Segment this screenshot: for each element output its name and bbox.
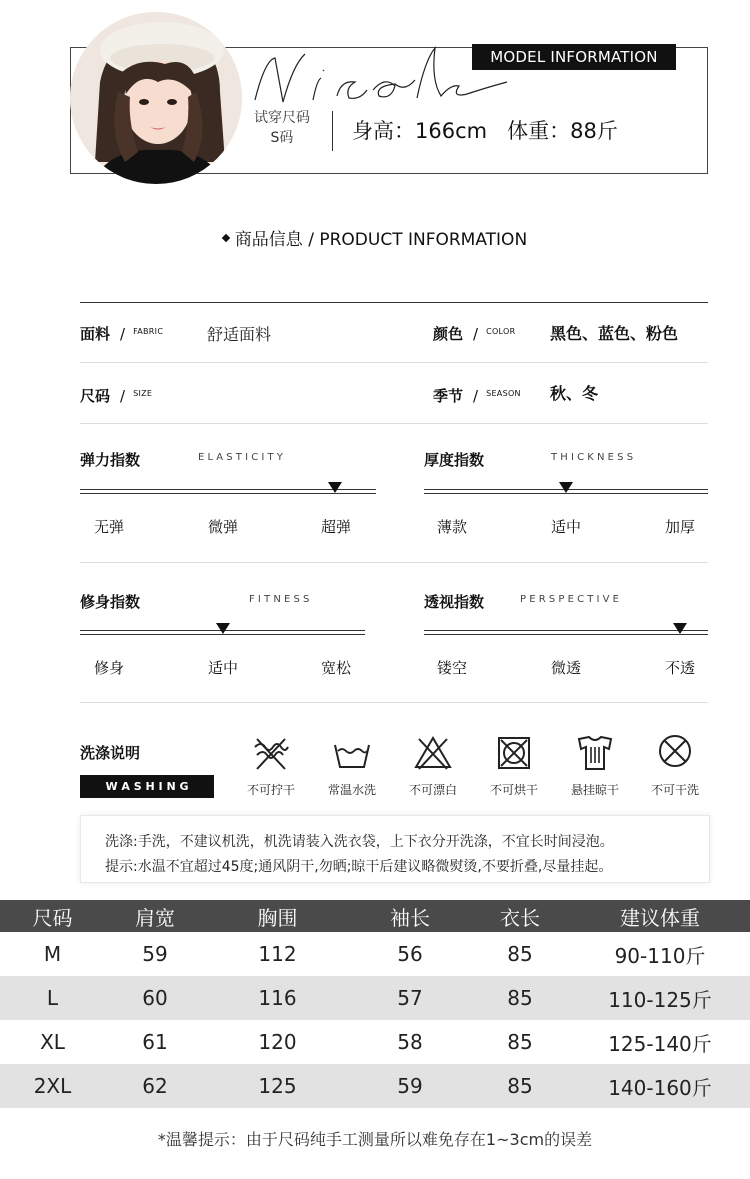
table-cell: M: [43, 942, 62, 966]
model-stats: 身高：166cm 体重：88斤: [352, 119, 618, 143]
index-subtitle: F I T N E S S: [249, 594, 310, 605]
index-subtitle: T H I C K N E S S: [551, 452, 634, 463]
measurement-footnote: *温馨提示：由于尺码纯手工测量所以难免存在1~3cm的误差: [157, 1130, 593, 1149]
diamond-icon: [222, 234, 230, 242]
table-row: [0, 932, 750, 976]
header-cell: 胸围: [257, 905, 298, 930]
table-row: [0, 1020, 750, 1064]
table-cell: 60: [142, 986, 168, 1010]
index-level: 适中: [207, 659, 238, 677]
wash-basin-icon: [332, 733, 372, 773]
try-size-label: 试穿尺码: [254, 110, 310, 126]
wash-caption: 悬挂晾干: [570, 783, 619, 797]
size-label-en: SIZE: [133, 389, 153, 398]
table-row: [0, 976, 750, 1020]
washing-title: 洗涤说明: [80, 744, 141, 762]
index-marker: [216, 623, 230, 634]
washing-note-line: 洗涤:手洗，不建议机洗，机洗请装入洗衣袋，上下衣分开洗涤，不宜长时间浸泡。: [105, 834, 614, 850]
no-tumble-dry-icon: [494, 733, 534, 773]
fabric-label: 面料 / $^{FABRIC}$: [80, 325, 164, 343]
wash-caption: 不可漂白: [408, 783, 457, 797]
product-info-title: [0, 225, 750, 250]
index-subtitle: P E R S P E C T I V E: [520, 594, 619, 605]
table-rule: [80, 562, 708, 563]
table-cell: 57: [397, 986, 423, 1010]
table-rule: [80, 362, 708, 363]
table-cell: 140-160斤: [608, 1075, 712, 1100]
table-cell: 120: [258, 1030, 297, 1054]
wash-caption: 常温水洗: [327, 783, 376, 797]
header-cell: 尺码: [32, 905, 73, 930]
table-cell: 2XL: [33, 1074, 72, 1098]
index-subtitle: E L A S T I C I T Y: [198, 452, 283, 463]
size-table: [0, 900, 750, 1108]
no-dry-clean-icon: [655, 731, 695, 771]
index-title: 厚度指数: [424, 451, 485, 469]
season-label: 季节 / $^{SEASON}$: [433, 387, 521, 405]
color-label: 颜色 / $^{COLOR}$: [433, 325, 516, 343]
try-size: [248, 108, 316, 148]
model-avatar: [70, 12, 242, 184]
table-row: [0, 1064, 750, 1108]
index-level: 无弹: [93, 518, 124, 536]
signature-text: Nicole: [245, 40, 249, 41]
index-level: 不透: [664, 659, 695, 677]
index-level: 微弹: [207, 518, 238, 536]
index-level: 超弹: [320, 518, 351, 536]
try-size-value: S码: [270, 130, 294, 146]
size-table-header: [0, 900, 750, 932]
color-value: 黑色、蓝色、粉色: [550, 324, 679, 343]
table-cell: 85: [507, 986, 533, 1010]
no-bleach-icon: [413, 733, 453, 773]
wash-caption: 不可干洗: [650, 783, 699, 797]
table-cell: 90-110斤: [614, 943, 706, 968]
table-cell: 112: [258, 942, 297, 966]
size-label: 尺码 / $^{SIZE}$: [80, 387, 153, 405]
table-cell: 110-125斤: [608, 987, 712, 1012]
table-rule: [80, 423, 708, 424]
header-cell: 肩宽: [135, 905, 175, 930]
model-information-tag: MODEL INFORMATION: [472, 44, 676, 70]
season-label-en: SEASON: [486, 389, 521, 398]
wash-caption: 不可烘干: [489, 783, 538, 797]
table-cell: 59: [397, 1074, 423, 1098]
table-cell: 85: [507, 942, 533, 966]
product-info-title-text: 商品信息 / PRODUCT INFORMATION: [234, 230, 528, 250]
index-level: 宽松: [320, 659, 351, 677]
index-level: 加厚: [664, 518, 695, 536]
season-value: 秋、冬: [550, 384, 599, 403]
table-cell: 125: [258, 1074, 297, 1098]
header-cell: 衣长: [500, 905, 540, 930]
index-track: [424, 630, 708, 635]
fabric-value: 舒适面料: [207, 325, 272, 344]
table-rule: [80, 702, 708, 703]
washing-note: [80, 815, 710, 883]
index-marker: [673, 623, 687, 634]
fabric-label-en: FABRIC: [133, 327, 164, 336]
table-cell: XL: [40, 1030, 65, 1054]
table-cell: 62: [142, 1074, 168, 1098]
table-cell: 58: [397, 1030, 423, 1054]
index-level: 微透: [550, 659, 581, 677]
season-label-cn: 季节: [433, 387, 464, 405]
color-label-en: COLOR: [486, 327, 516, 336]
model-divider: [332, 111, 333, 151]
table-cell: L: [46, 986, 59, 1010]
index-title: 透视指数: [424, 593, 485, 611]
color-label-cn: 颜色: [433, 325, 464, 343]
table-cell: 125-140斤: [608, 1031, 712, 1056]
wash-caption: 不可拧干: [246, 783, 295, 797]
size-label-cn: 尺码: [80, 387, 111, 405]
header-cell: 建议体重: [620, 905, 700, 930]
table-cell: 56: [397, 942, 423, 966]
index-title: 弹力指数: [80, 451, 141, 469]
no-wring-icon: [251, 733, 291, 773]
index-level: 修身: [93, 659, 124, 677]
table-top-rule: [80, 302, 708, 303]
fabric-label-cn: 面料: [80, 325, 111, 343]
index-marker: [559, 482, 573, 493]
table-cell: 59: [142, 942, 168, 966]
index-level: 薄款: [436, 518, 467, 536]
washing-note-line: 提示:水温不宜超过45度;通风阴干,勿晒;晾干后建议略微熨烫,不要折叠,尽量挂起。: [105, 859, 613, 875]
hang-dry-icon: [575, 733, 615, 773]
index-level: 适中: [550, 518, 581, 536]
index-title: 修身指数: [80, 593, 141, 611]
index-level: 镂空: [436, 659, 467, 677]
index-marker: [328, 482, 342, 493]
table-cell: 61: [142, 1030, 168, 1054]
table-cell: 85: [507, 1074, 533, 1098]
header-cell: 袖长: [390, 905, 430, 930]
washing-badge: W A S H I N G: [80, 775, 214, 798]
table-cell: 85: [507, 1030, 533, 1054]
table-cell: 116: [258, 986, 297, 1010]
